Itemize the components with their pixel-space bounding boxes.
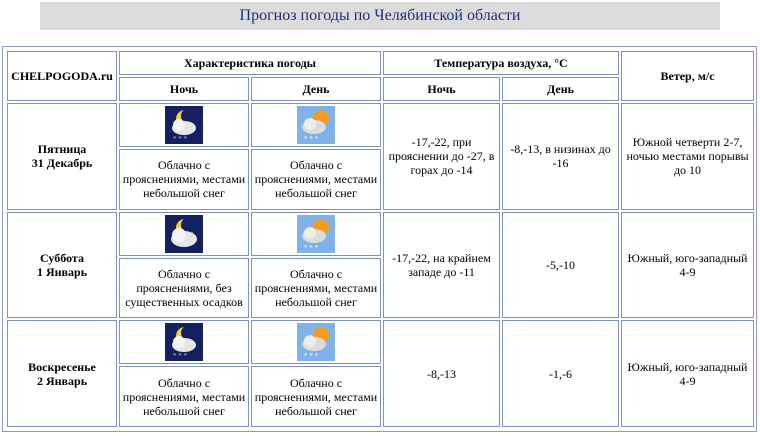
day-description: Облачно с прояснениями, местами небольшой снег	[251, 366, 381, 427]
night-icon-cell	[119, 103, 249, 147]
day-label	[7, 103, 117, 210]
temperature-header: Температура воздуха, °С	[383, 51, 619, 75]
wind-value: Южный, юго-западный 4-9	[621, 320, 754, 427]
wind-value: Южной четверти 2-7, ночью местами порывы до 10	[621, 103, 754, 210]
svg-text:* * *: * * *	[304, 352, 318, 361]
forecast-table	[5, 49, 756, 429]
weather-header: Характеристика погоды	[119, 51, 381, 75]
temp-day: -8,-13, в низинах до -16	[502, 103, 619, 210]
day-label	[7, 320, 117, 427]
svg-text:* * *: * * *	[304, 135, 318, 143]
day-description: Облачно с прояснениями, местами небольшой снег	[251, 258, 381, 319]
sun-cloud-snow-icon	[297, 323, 335, 361]
temp-night: -17,-22, при прояснении до -27, в горах до -14	[383, 103, 500, 210]
temp-day: -5,-10	[502, 212, 619, 319]
night-description: Облачно с прояснениями, местами небольшой снег	[119, 149, 249, 210]
day-date: 1 Январь	[36, 264, 88, 279]
page-title: Прогноз погоды по Челябинской области	[40, 2, 720, 30]
forecast-frame	[2, 46, 757, 432]
svg-text:* * *: * * *	[173, 135, 187, 143]
day-icon-cell	[251, 103, 381, 147]
day-name: Суббота	[40, 250, 84, 265]
svg-text:* * *: * * *	[173, 352, 187, 361]
sun-cloud-snow-icon	[297, 215, 335, 253]
moon-cloud-icon	[165, 215, 203, 253]
moon-cloud-snow-icon	[165, 106, 203, 144]
night-icon-cell	[119, 320, 249, 364]
temp-day: -1,-6	[502, 320, 619, 427]
day-name: Пятница	[37, 142, 87, 157]
day-label	[7, 212, 117, 319]
svg-text:* * *: * * *	[304, 243, 318, 252]
day-icon-cell	[251, 320, 381, 364]
temp-night-header: Ночь	[383, 77, 500, 101]
temp-night: -17,-22, на крайнем западе до -11	[383, 212, 500, 319]
night-icon-cell	[119, 212, 249, 256]
night-description: Облачно с прояснениями, местами небольшой снег	[119, 366, 249, 427]
temp-day-header: День	[502, 77, 619, 101]
weather-day-header: День	[251, 77, 381, 101]
day-date: 2 Январь	[36, 373, 88, 388]
wind-value: Южный, юго-западный 4-9	[621, 212, 754, 319]
temp-night: -8,-13	[383, 320, 500, 427]
day-name: Воскресенье	[28, 359, 96, 374]
day-date: 31 Декабрь	[31, 156, 93, 171]
sun-cloud-snow-icon	[297, 106, 335, 144]
day-icon-cell	[251, 212, 381, 256]
wind-header: Ветер, м/с	[621, 51, 754, 101]
weather-night-header: Ночь	[119, 77, 249, 101]
site-name: CHELPOGODA.ru	[7, 51, 117, 101]
night-description: Облачно с прояснениями, без существенных осадков	[119, 258, 249, 319]
day-description: Облачно с прояснениями, местами небольшой снег	[251, 149, 381, 210]
moon-cloud-snow-icon	[165, 323, 203, 361]
